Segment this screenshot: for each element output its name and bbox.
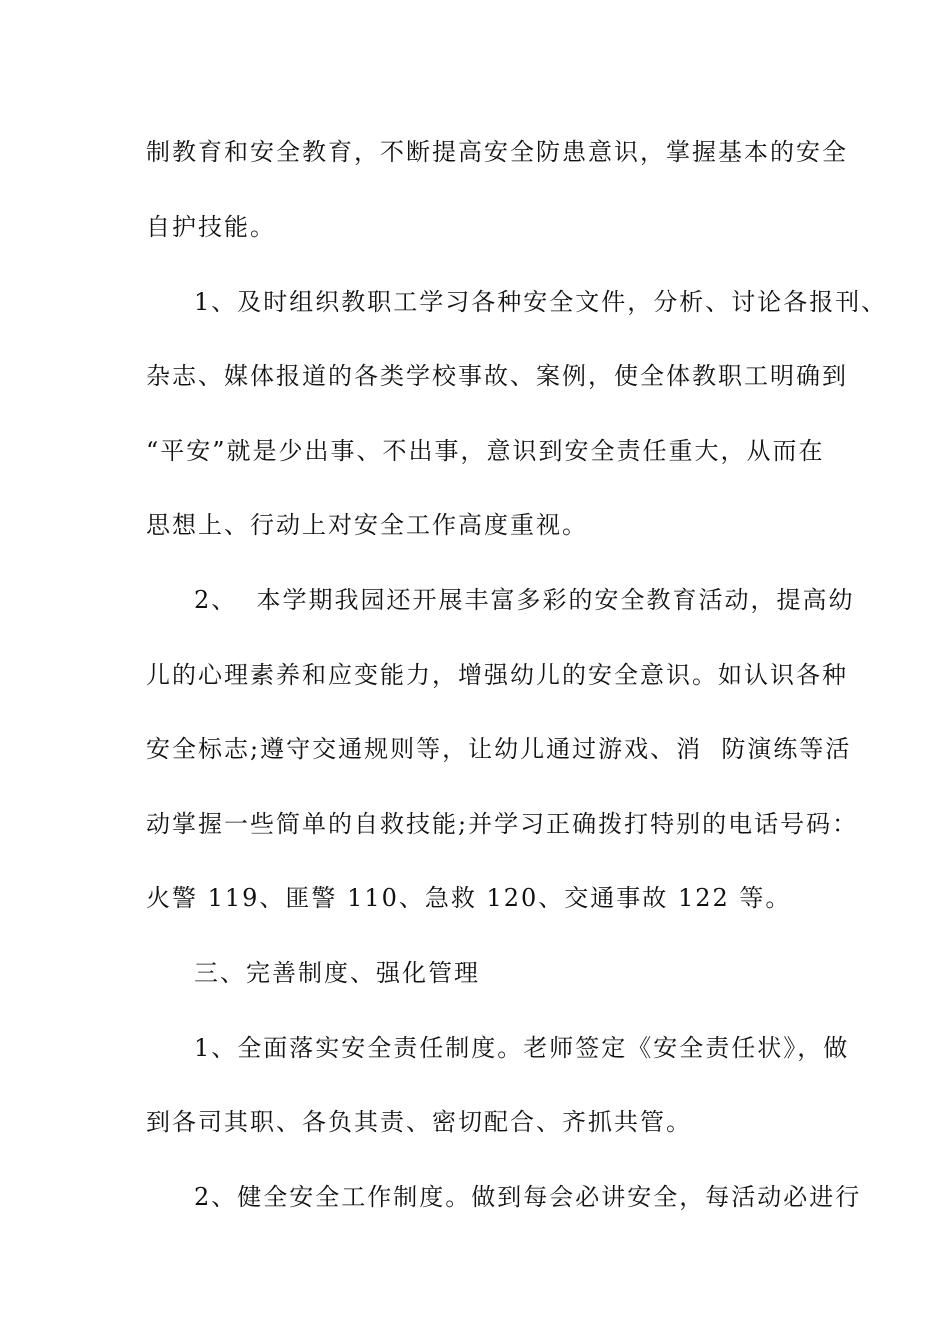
section-heading: 三、完善制度、强化管理 xyxy=(194,959,480,987)
paragraph-line: 火警 119、匪警 110、急救 120、交通事故 122 等。 xyxy=(146,884,792,912)
paragraph-line: 动掌握一些简单的自救技能;并学习正确拨打特别的电话号码： xyxy=(146,810,859,838)
paragraph-line: 安全标志;遵守交通规则等，让幼儿通过游戏、消 防演练等活 xyxy=(146,735,852,763)
paragraph-line: 自护技能。 xyxy=(146,213,276,241)
paragraph-line: 思想上、行动上对安全工作高度重视。 xyxy=(146,511,588,539)
paragraph-line: 1、全面落实安全责任制度。老师签定《安全责任状》，做 xyxy=(194,1034,850,1062)
paragraph-line: 制教育和安全教育，不断提高安全防患意识，掌握基本的安全 xyxy=(146,138,848,166)
paragraph-line: 1、及时组织教职工学习各种安全文件，分析、讨论各报刊、 xyxy=(194,288,888,316)
paragraph-line: 2、 本学期我园还开展丰富多彩的安全教育活动，提高幼 xyxy=(194,586,855,614)
paragraph-line: 杂志、媒体报道的各类学校事故、案例，使全体教职工明确到 xyxy=(146,362,848,390)
paragraph-line: 2、健全安全工作制度。做到每会必讲安全，每活动必进行 xyxy=(194,1183,862,1211)
paragraph-line: 到各司其职、各负其责、密切配合、齐抓共管。 xyxy=(146,1108,692,1136)
paragraph-line: 儿的心理素养和应变能力，增强幼儿的安全意识。如认识各种 xyxy=(146,661,848,689)
paragraph-line: “平安”就是少出事、不出事，意识到安全责任重大，从而在 xyxy=(146,437,825,465)
